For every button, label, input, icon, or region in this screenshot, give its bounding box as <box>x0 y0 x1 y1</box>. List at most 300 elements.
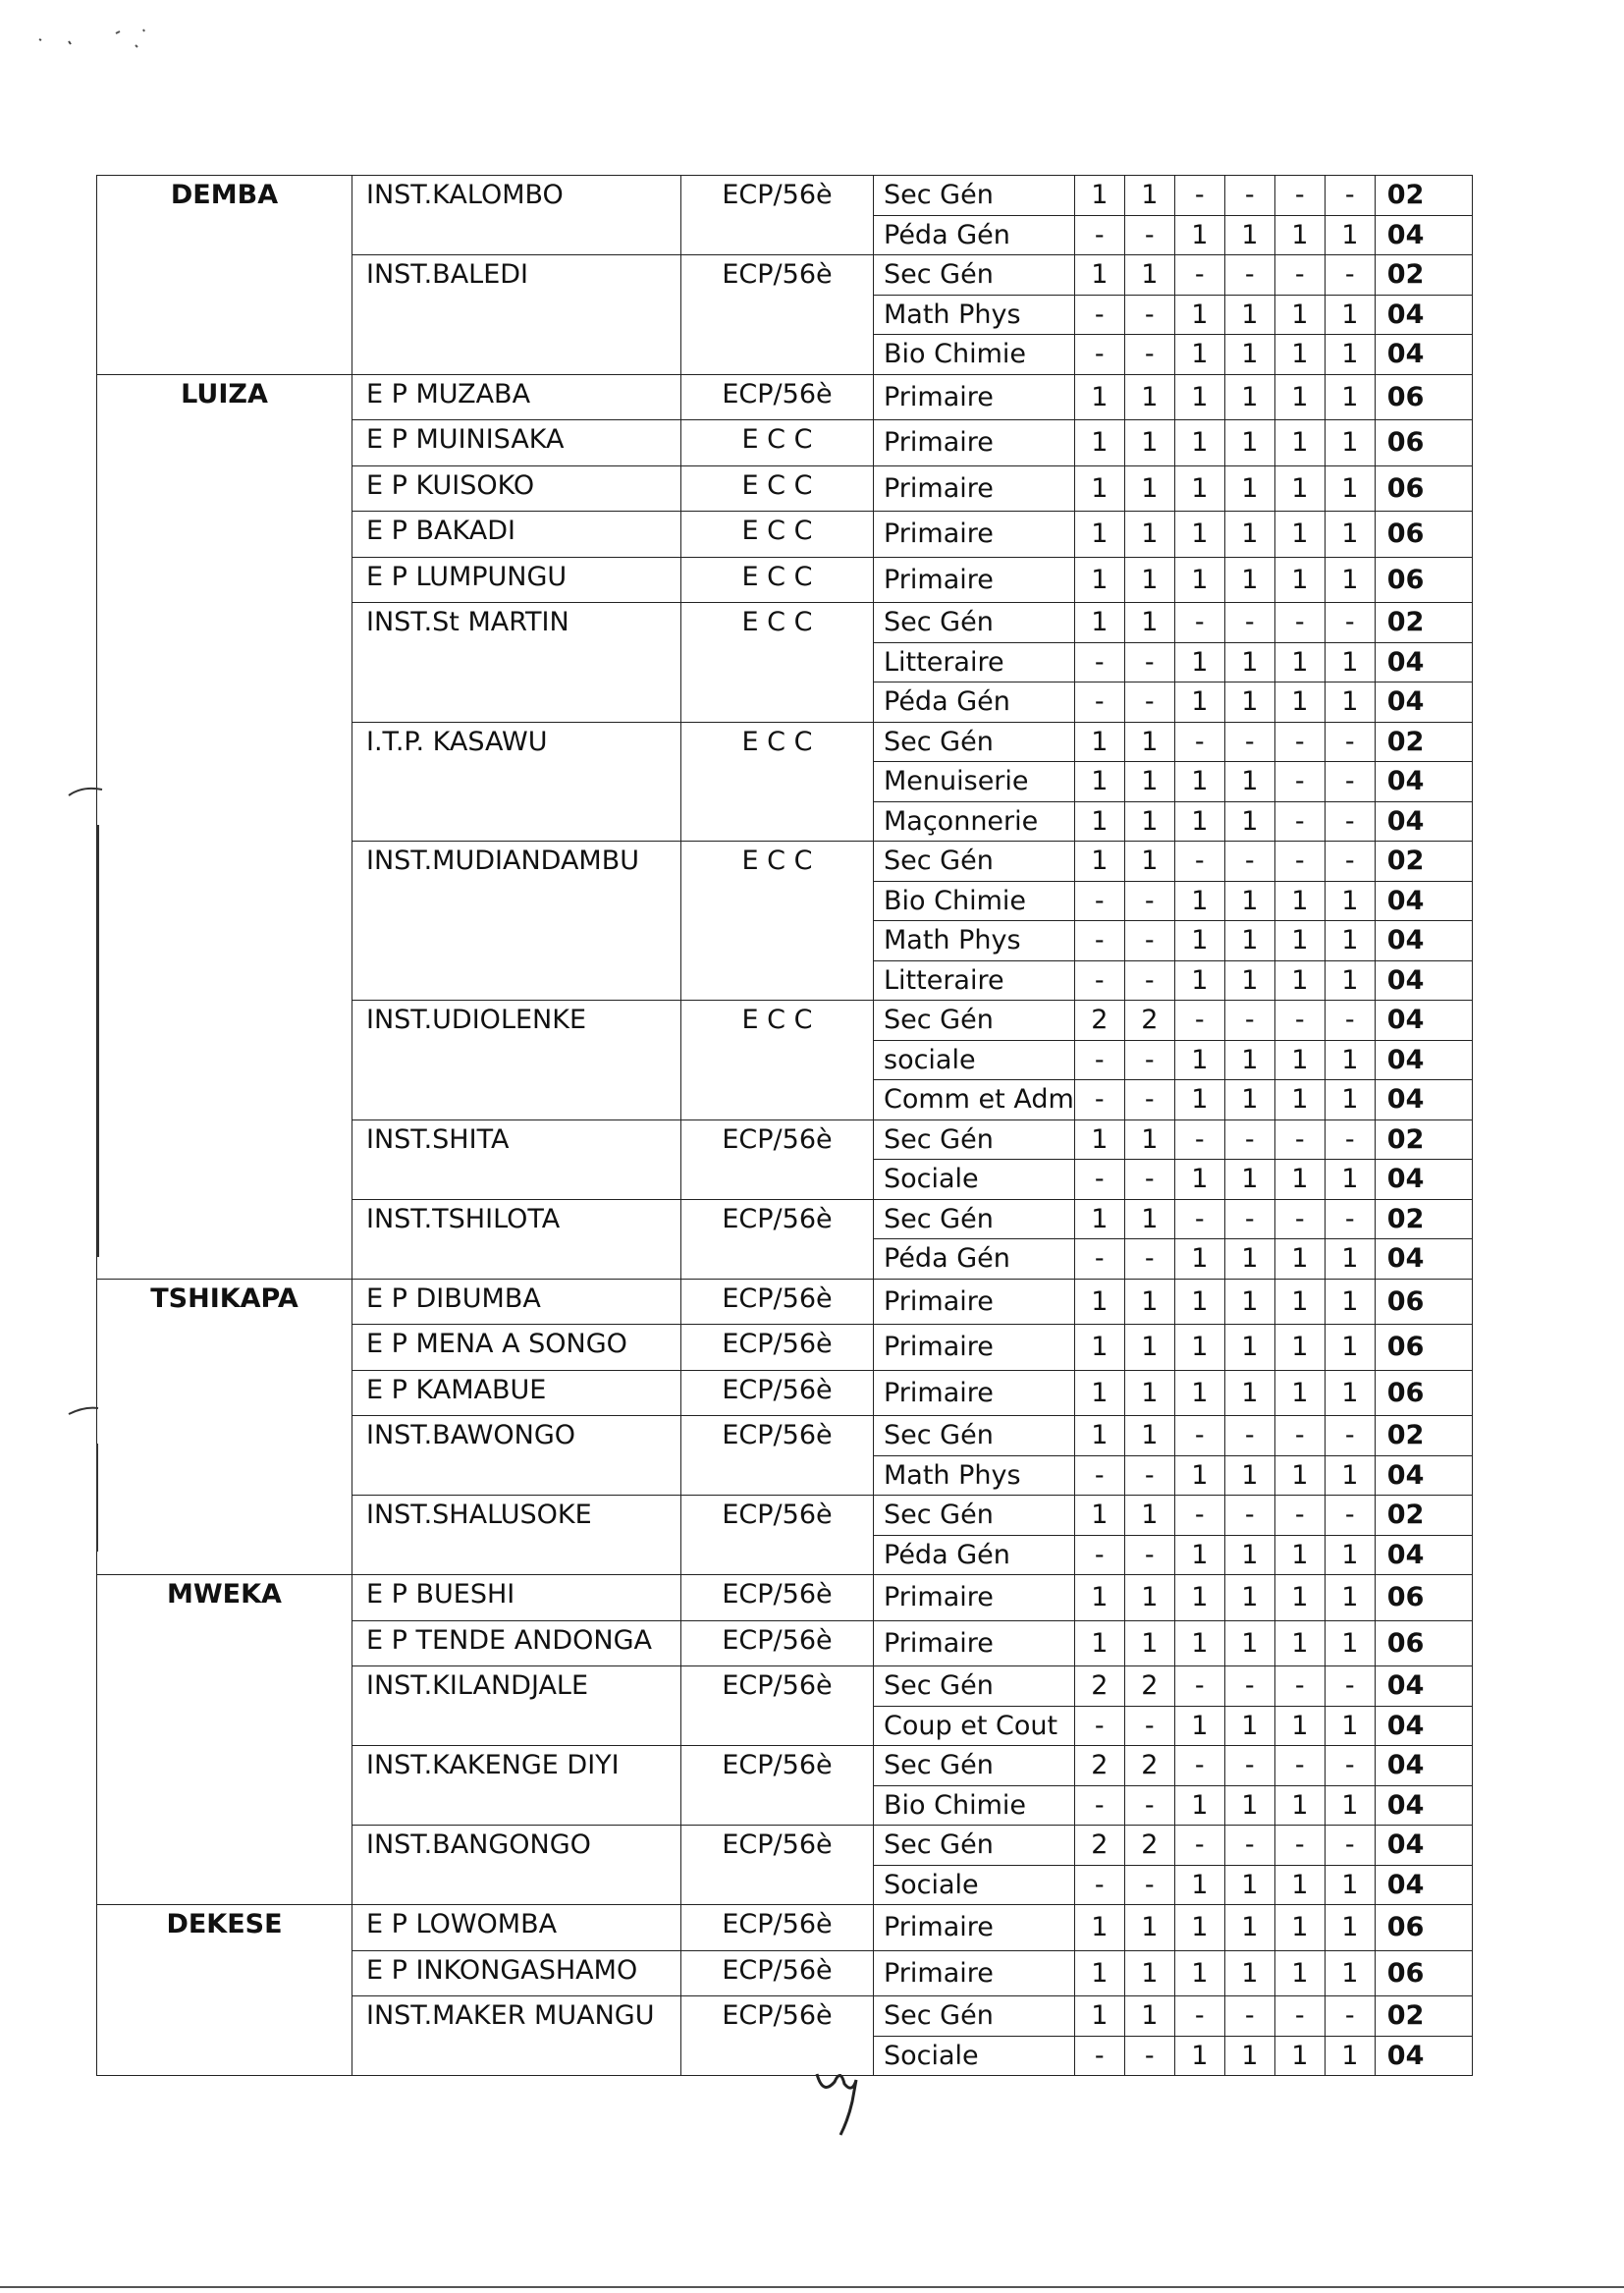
section-cell: Litteraire <box>874 642 1075 682</box>
class-count-cell: 1 <box>1124 465 1174 512</box>
class-count-cell: 1 <box>1274 1160 1325 1200</box>
school-name-cell: INST.SHALUSOKE <box>352 1496 681 1575</box>
class-count-cell: 1 <box>1224 1785 1274 1826</box>
class-count-cell: - <box>1325 1746 1375 1786</box>
school-name-cell: I.T.P. KASAWU <box>352 722 681 842</box>
total-cell: 02 <box>1375 1996 1472 2037</box>
class-count-cell: 1 <box>1325 1040 1375 1080</box>
class-count-cell: 1 <box>1224 1620 1274 1666</box>
class-count-cell: 1 <box>1224 921 1274 961</box>
class-count-cell: 1 <box>1174 335 1224 375</box>
class-count-cell: - <box>1124 1706 1174 1746</box>
class-count-cell: 1 <box>1274 1620 1325 1666</box>
class-count-cell: 1 <box>1224 881 1274 921</box>
total-cell: 04 <box>1375 1666 1472 1707</box>
class-count-cell: 1 <box>1274 642 1325 682</box>
school-name-cell: INST.SHITA <box>352 1119 681 1199</box>
class-count-cell: 1 <box>1325 1575 1375 1621</box>
class-count-cell: 1 <box>1325 1370 1375 1416</box>
school-name-cell: INST.UDIOLENKE <box>352 1001 681 1120</box>
schools-table-body <box>97 176 1473 2076</box>
network-cell: ECP/56è <box>681 1746 874 1826</box>
total-cell: 04 <box>1375 801 1472 842</box>
class-count-cell: 1 <box>1224 465 1274 512</box>
class-count-cell: 1 <box>1124 1325 1174 1371</box>
class-count-cell: 1 <box>1325 881 1375 921</box>
class-count-cell: - <box>1325 1119 1375 1160</box>
class-count-cell: 1 <box>1174 1080 1224 1120</box>
total-cell: 06 <box>1375 1575 1472 1621</box>
network-cell: ECP/56è <box>681 1416 874 1496</box>
total-cell: 02 <box>1375 176 1472 216</box>
class-count-cell: 1 <box>1224 642 1274 682</box>
class-count-cell: 1 <box>1224 1455 1274 1496</box>
class-count-cell: - <box>1224 1199 1274 1239</box>
class-count-cell: 1 <box>1325 1160 1375 1200</box>
class-count-cell: 1 <box>1074 374 1124 420</box>
class-count-cell: 1 <box>1274 1239 1325 1280</box>
total-cell: 02 <box>1375 722 1472 762</box>
class-count-cell: 1 <box>1274 1950 1325 1996</box>
school-name-cell: INST.KALOMBO <box>352 176 681 255</box>
total-cell: 04 <box>1375 762 1472 802</box>
total-cell: 04 <box>1375 295 1472 335</box>
network-cell: ECP/56è <box>681 1826 874 1905</box>
class-count-cell: - <box>1224 255 1274 296</box>
total-cell: 06 <box>1375 420 1472 466</box>
class-count-cell: 1 <box>1174 1160 1224 1200</box>
locality-cell: MWEKA <box>97 1575 352 1905</box>
class-count-cell: - <box>1325 1199 1375 1239</box>
class-count-cell: 1 <box>1174 557 1224 603</box>
section-cell: Sec Gén <box>874 255 1075 296</box>
school-name-cell: E P INKONGASHAMO <box>352 1950 681 1996</box>
class-count-cell: 1 <box>1274 682 1325 723</box>
class-count-cell: - <box>1274 1826 1325 1866</box>
class-count-cell: - <box>1274 1746 1325 1786</box>
network-cell: ECP/56è <box>681 176 874 255</box>
class-count-cell: - <box>1325 603 1375 643</box>
school-name-cell: E P BAKADI <box>352 512 681 558</box>
class-count-cell: 1 <box>1224 1575 1274 1621</box>
class-count-cell: 2 <box>1074 1826 1124 1866</box>
total-cell: 06 <box>1375 1370 1472 1416</box>
class-count-cell: - <box>1174 1826 1224 1866</box>
class-count-cell: - <box>1174 255 1224 296</box>
class-count-cell: - <box>1174 1746 1224 1786</box>
class-count-cell: 1 <box>1174 642 1224 682</box>
class-count-cell: 1 <box>1325 215 1375 255</box>
class-count-cell: 1 <box>1325 960 1375 1001</box>
class-count-cell: 1 <box>1074 557 1124 603</box>
table-row <box>97 374 1473 420</box>
total-cell: 02 <box>1375 1199 1472 1239</box>
class-count-cell: 1 <box>1074 1279 1124 1325</box>
school-name-cell: INST.MUDIANDAMBU <box>352 842 681 1001</box>
class-count-cell: - <box>1224 1826 1274 1866</box>
class-count-cell: 1 <box>1174 762 1224 802</box>
class-count-cell: 1 <box>1124 1496 1174 1536</box>
total-cell: 06 <box>1375 1325 1472 1371</box>
class-count-cell: 1 <box>1124 1279 1174 1325</box>
class-count-cell: - <box>1174 842 1224 882</box>
class-count-cell: - <box>1174 1001 1224 1041</box>
section-cell: Primaire <box>874 1370 1075 1416</box>
class-count-cell: 1 <box>1325 1279 1375 1325</box>
class-count-cell: 1 <box>1124 842 1174 882</box>
class-count-cell: 1 <box>1074 255 1124 296</box>
class-count-cell: 1 <box>1224 512 1274 558</box>
section-cell: Bio Chimie <box>874 881 1075 921</box>
section-cell: Primaire <box>874 1620 1075 1666</box>
class-count-cell: 1 <box>1274 420 1325 466</box>
class-count-cell: 1 <box>1124 1416 1174 1456</box>
total-cell: 02 <box>1375 1496 1472 1536</box>
class-count-cell: 1 <box>1174 420 1224 466</box>
total-cell: 04 <box>1375 2036 1472 2076</box>
class-count-cell: - <box>1325 722 1375 762</box>
class-count-cell: - <box>1274 1416 1325 1456</box>
total-cell: 04 <box>1375 215 1472 255</box>
class-count-cell: 1 <box>1274 1865 1325 1905</box>
class-count-cell: - <box>1174 176 1224 216</box>
total-cell: 06 <box>1375 465 1472 512</box>
class-count-cell: 1 <box>1174 1865 1224 1905</box>
school-name-cell: E P TENDE ANDONGA <box>352 1620 681 1666</box>
network-cell: ECP/56è <box>681 1496 874 1575</box>
class-count-cell: - <box>1224 1001 1274 1041</box>
school-name-cell: INST.KAKENGE DIYI <box>352 1746 681 1826</box>
school-name-cell: E P KUISOKO <box>352 465 681 512</box>
class-count-cell: - <box>1124 1080 1174 1120</box>
class-count-cell: 1 <box>1325 335 1375 375</box>
class-count-cell: 1 <box>1124 722 1174 762</box>
class-count-cell: 2 <box>1124 1826 1174 1866</box>
class-count-cell: 1 <box>1325 1905 1375 1951</box>
class-count-cell: - <box>1124 295 1174 335</box>
class-count-cell: 1 <box>1325 374 1375 420</box>
class-count-cell: 1 <box>1224 762 1274 802</box>
section-cell: Sec Gén <box>874 603 1075 643</box>
section-cell: Bio Chimie <box>874 335 1075 375</box>
class-count-cell: 1 <box>1224 1160 1274 1200</box>
class-count-cell: 1 <box>1274 1279 1325 1325</box>
total-cell: 04 <box>1375 1865 1472 1905</box>
class-count-cell: 1 <box>1074 465 1124 512</box>
class-count-cell: 1 <box>1224 960 1274 1001</box>
class-count-cell: 1 <box>1224 2036 1274 2076</box>
section-cell: Maçonnerie <box>874 801 1075 842</box>
school-name-cell: E P BUESHI <box>352 1575 681 1621</box>
class-count-cell: 1 <box>1274 295 1325 335</box>
network-cell: E C C <box>681 722 874 842</box>
class-count-cell: - <box>1124 1040 1174 1080</box>
class-count-cell: 1 <box>1124 1950 1174 1996</box>
class-count-cell: 1 <box>1124 1370 1174 1416</box>
class-count-cell: - <box>1224 722 1274 762</box>
section-cell: Math Phys <box>874 921 1075 961</box>
class-count-cell: 1 <box>1224 215 1274 255</box>
class-count-cell: 1 <box>1325 1080 1375 1120</box>
network-cell: E C C <box>681 1001 874 1120</box>
section-cell: Sec Gén <box>874 1199 1075 1239</box>
class-count-cell: 1 <box>1224 557 1274 603</box>
class-count-cell: 1 <box>1224 374 1274 420</box>
locality-cell: LUIZA <box>97 374 352 1279</box>
class-count-cell: 1 <box>1074 1620 1124 1666</box>
class-count-cell: 1 <box>1224 1239 1274 1280</box>
school-name-cell: INST.TSHILOTA <box>352 1199 681 1279</box>
class-count-cell: - <box>1074 2036 1124 2076</box>
class-count-cell: 1 <box>1174 1575 1224 1621</box>
network-cell: ECP/56è <box>681 1575 874 1621</box>
total-cell: 06 <box>1375 1905 1472 1951</box>
class-count-cell: 1 <box>1174 682 1224 723</box>
class-count-cell: 1 <box>1074 1199 1124 1239</box>
section-cell: Primaire <box>874 1325 1075 1371</box>
network-cell: ECP/56è <box>681 1620 874 1666</box>
class-count-cell: - <box>1174 722 1224 762</box>
class-count-cell: - <box>1124 2036 1174 2076</box>
class-count-cell: - <box>1274 722 1325 762</box>
class-count-cell: - <box>1074 881 1124 921</box>
class-count-cell: - <box>1274 1996 1325 2037</box>
class-count-cell: - <box>1325 1666 1375 1707</box>
class-count-cell: 1 <box>1124 1996 1174 2037</box>
section-cell: Menuiserie <box>874 762 1075 802</box>
class-count-cell: 1 <box>1274 960 1325 1001</box>
class-count-cell: 1 <box>1174 465 1224 512</box>
total-cell: 04 <box>1375 1001 1472 1041</box>
class-count-cell: 1 <box>1174 1950 1224 1996</box>
class-count-cell: 1 <box>1124 801 1174 842</box>
class-count-cell: - <box>1124 1865 1174 1905</box>
school-name-cell: INST.KILANDJALE <box>352 1666 681 1746</box>
class-count-cell: 1 <box>1325 512 1375 558</box>
total-cell: 04 <box>1375 1080 1472 1120</box>
class-count-cell: 2 <box>1124 1666 1174 1707</box>
network-cell: ECP/56è <box>681 1996 874 2076</box>
class-count-cell: 1 <box>1074 1496 1124 1536</box>
class-count-cell: 1 <box>1174 1905 1224 1951</box>
section-cell: Primaire <box>874 374 1075 420</box>
total-cell: 06 <box>1375 1620 1472 1666</box>
section-cell: Litteraire <box>874 960 1075 1001</box>
network-cell: ECP/56è <box>681 1950 874 1996</box>
class-count-cell: 1 <box>1325 295 1375 335</box>
section-cell: Comm et Adm <box>874 1080 1075 1120</box>
class-count-cell: - <box>1124 1455 1174 1496</box>
total-cell: 04 <box>1375 1826 1472 1866</box>
margin-bracket <box>69 1408 98 1552</box>
section-cell: Primaire <box>874 1950 1075 1996</box>
class-count-cell: 1 <box>1074 420 1124 466</box>
section-cell: Primaire <box>874 512 1075 558</box>
scan-speck <box>39 39 41 40</box>
class-count-cell: - <box>1224 1996 1274 2037</box>
class-count-cell: 1 <box>1224 1040 1274 1080</box>
class-count-cell: - <box>1074 1239 1124 1280</box>
class-count-cell: 1 <box>1325 642 1375 682</box>
section-cell: Sec Gén <box>874 176 1075 216</box>
class-count-cell: 1 <box>1174 1370 1224 1416</box>
class-count-cell: - <box>1074 1535 1124 1575</box>
class-count-cell: - <box>1124 1785 1174 1826</box>
table-row <box>97 1905 1473 1951</box>
class-count-cell: 1 <box>1224 1370 1274 1416</box>
class-count-cell: 1 <box>1174 1785 1224 1826</box>
total-cell: 04 <box>1375 921 1472 961</box>
class-count-cell: 1 <box>1224 335 1274 375</box>
class-count-cell: - <box>1074 335 1124 375</box>
class-count-cell: - <box>1274 1199 1325 1239</box>
class-count-cell: - <box>1325 1416 1375 1456</box>
class-count-cell: 1 <box>1124 1905 1174 1951</box>
section-cell: Sec Gén <box>874 1416 1075 1456</box>
school-name-cell: INST.St MARTIN <box>352 603 681 723</box>
class-count-cell: 1 <box>1224 420 1274 466</box>
class-count-cell: 1 <box>1325 557 1375 603</box>
class-count-cell: - <box>1325 1996 1375 2037</box>
class-count-cell: 1 <box>1274 1706 1325 1746</box>
total-cell: 02 <box>1375 1119 1472 1160</box>
class-count-cell: 1 <box>1274 1080 1325 1120</box>
section-cell: Primaire <box>874 557 1075 603</box>
class-count-cell: 2 <box>1074 1666 1124 1707</box>
class-count-cell: 1 <box>1174 921 1224 961</box>
class-count-cell: - <box>1224 1416 1274 1456</box>
class-count-cell: - <box>1325 1496 1375 1536</box>
total-cell: 04 <box>1375 1535 1472 1575</box>
class-count-cell: 1 <box>1274 881 1325 921</box>
class-count-cell: 1 <box>1174 512 1224 558</box>
class-count-cell: 1 <box>1174 801 1224 842</box>
class-count-cell: 1 <box>1274 1455 1325 1496</box>
section-cell: Péda Gén <box>874 1535 1075 1575</box>
class-count-cell: 1 <box>1325 420 1375 466</box>
class-count-cell: - <box>1074 1785 1124 1826</box>
class-count-cell: - <box>1174 1119 1224 1160</box>
class-count-cell: 1 <box>1174 1239 1224 1280</box>
school-name-cell: INST.BAWONGO <box>352 1416 681 1496</box>
class-count-cell: 1 <box>1074 1950 1124 1996</box>
total-cell: 04 <box>1375 1160 1472 1200</box>
class-count-cell: 1 <box>1124 603 1174 643</box>
section-cell: Sec Gén <box>874 1119 1075 1160</box>
class-count-cell: - <box>1274 1666 1325 1707</box>
class-count-cell: 1 <box>1274 512 1325 558</box>
locality-cell: DEKESE <box>97 1905 352 2076</box>
class-count-cell: - <box>1174 1496 1224 1536</box>
class-count-cell: 1 <box>1274 1040 1325 1080</box>
table-row <box>97 1279 1473 1325</box>
class-count-cell: - <box>1224 1746 1274 1786</box>
class-count-cell: 1 <box>1224 801 1274 842</box>
class-count-cell: - <box>1074 921 1124 961</box>
network-cell: ECP/56è <box>681 255 874 375</box>
class-count-cell: 1 <box>1325 1455 1375 1496</box>
class-count-cell: - <box>1274 1496 1325 1536</box>
section-cell: Sec Gén <box>874 1996 1075 2037</box>
school-name-cell: E P MUZABA <box>352 374 681 420</box>
school-name-cell: E P KAMABUE <box>352 1370 681 1416</box>
class-count-cell: - <box>1074 1160 1124 1200</box>
table-row <box>97 176 1473 216</box>
class-count-cell: 1 <box>1274 465 1325 512</box>
school-name-cell: E P LOWOMBA <box>352 1905 681 1951</box>
class-count-cell: 1 <box>1124 420 1174 466</box>
class-count-cell: - <box>1274 842 1325 882</box>
class-count-cell: - <box>1124 682 1174 723</box>
total-cell: 04 <box>1375 960 1472 1001</box>
class-count-cell: 1 <box>1074 842 1124 882</box>
class-count-cell: - <box>1074 682 1124 723</box>
class-count-cell: 1 <box>1325 1239 1375 1280</box>
total-cell: 04 <box>1375 335 1472 375</box>
class-count-cell: - <box>1274 1119 1325 1160</box>
class-count-cell: - <box>1124 960 1174 1001</box>
class-count-cell: 1 <box>1274 1325 1325 1371</box>
class-count-cell: - <box>1325 1826 1375 1866</box>
class-count-cell: 1 <box>1325 2036 1375 2076</box>
school-name-cell: E P MENA A SONGO <box>352 1325 681 1371</box>
school-name-cell: INST.BALEDI <box>352 255 681 375</box>
class-count-cell: 1 <box>1074 1119 1124 1160</box>
total-cell: 04 <box>1375 1706 1472 1746</box>
class-count-cell: 1 <box>1325 1865 1375 1905</box>
section-cell: Coup et Cout <box>874 1706 1075 1746</box>
network-cell: E C C <box>681 557 874 603</box>
class-count-cell: 1 <box>1124 1119 1174 1160</box>
class-count-cell: 1 <box>1224 1535 1274 1575</box>
class-count-cell: - <box>1124 642 1174 682</box>
class-count-cell: 1 <box>1274 1535 1325 1575</box>
class-count-cell: 1 <box>1224 1279 1274 1325</box>
class-count-cell: - <box>1074 1080 1124 1120</box>
section-cell: Péda Gén <box>874 1239 1075 1280</box>
section-cell: Sec Gén <box>874 1666 1075 1707</box>
class-count-cell: - <box>1174 1416 1224 1456</box>
class-count-cell: - <box>1124 215 1174 255</box>
class-count-cell: 1 <box>1074 1325 1124 1371</box>
class-count-cell: 1 <box>1325 1706 1375 1746</box>
class-count-cell: 1 <box>1174 374 1224 420</box>
class-count-cell: 2 <box>1074 1746 1124 1786</box>
section-cell: Péda Gén <box>874 682 1075 723</box>
class-count-cell: 1 <box>1274 1370 1325 1416</box>
class-count-cell: 1 <box>1224 682 1274 723</box>
class-count-cell: 2 <box>1124 1746 1174 1786</box>
school-name-cell: E P MUINISAKA <box>352 420 681 466</box>
total-cell: 04 <box>1375 1239 1472 1280</box>
section-cell: Primaire <box>874 465 1075 512</box>
class-count-cell: 1 <box>1174 960 1224 1001</box>
class-count-cell: 1 <box>1174 1325 1224 1371</box>
class-count-cell: 1 <box>1274 2036 1325 2076</box>
class-count-cell: 1 <box>1274 921 1325 961</box>
class-count-cell: - <box>1174 603 1224 643</box>
total-cell: 06 <box>1375 512 1472 558</box>
section-cell: Math Phys <box>874 295 1075 335</box>
section-cell: Sociale <box>874 1865 1075 1905</box>
class-count-cell: - <box>1074 1455 1124 1496</box>
class-count-cell: 1 <box>1124 255 1174 296</box>
class-count-cell: 1 <box>1174 2036 1224 2076</box>
class-count-cell: 1 <box>1224 1325 1274 1371</box>
network-cell: ECP/56è <box>681 1666 874 1746</box>
class-count-cell: - <box>1325 255 1375 296</box>
class-count-cell: 1 <box>1074 512 1124 558</box>
